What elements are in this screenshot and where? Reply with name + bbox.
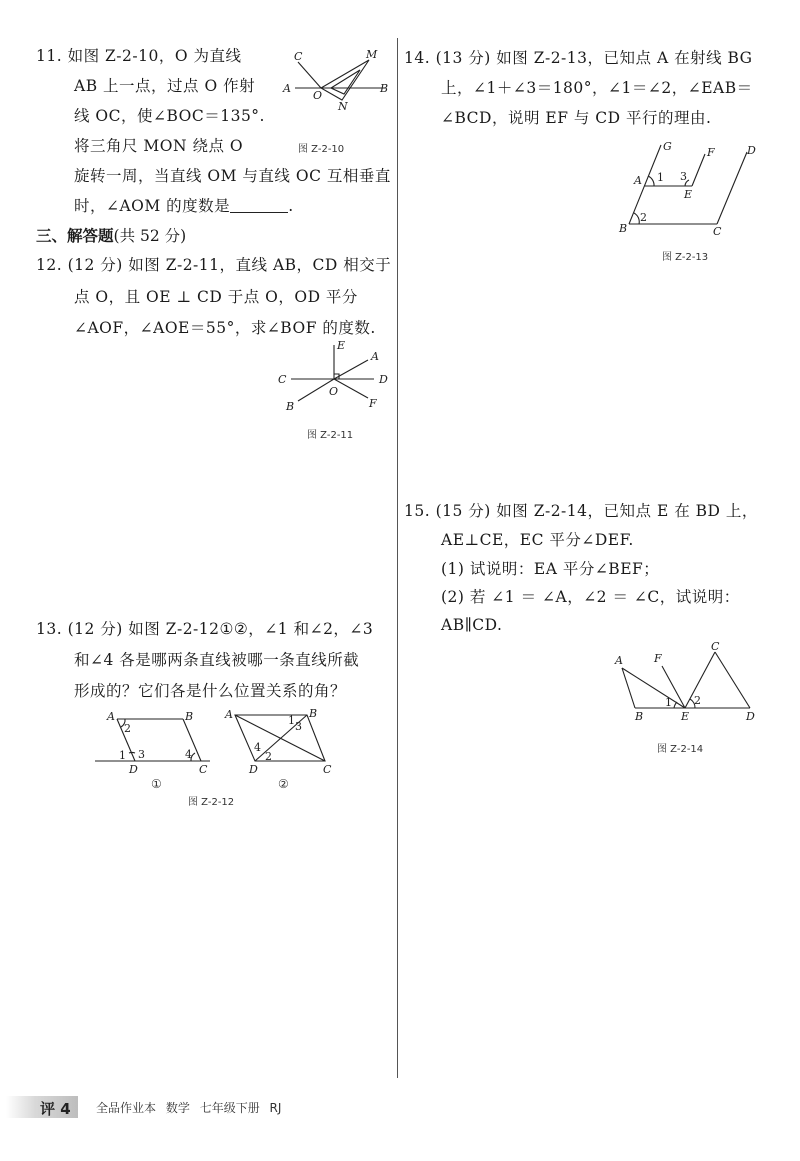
- figure-caption: 图 Z-2-14: [657, 744, 704, 755]
- label-b: B: [619, 222, 628, 235]
- q14-line3: ∠BCD，说明 EF 与 CD 平行的理由.: [441, 109, 712, 127]
- label-c: C: [711, 640, 720, 653]
- label-m: M: [366, 48, 378, 61]
- figure-caption: 图 Z-2-12: [188, 797, 235, 808]
- q15-line5: AB∥CD.: [441, 616, 503, 634]
- label-e: E: [681, 710, 690, 723]
- label-c: C: [278, 373, 287, 386]
- label-a: A: [634, 174, 642, 187]
- angle-2: 2: [640, 211, 647, 224]
- label-a: A: [283, 82, 291, 95]
- figure-caption: 图 Z-2-11: [307, 430, 354, 441]
- label-b: B: [185, 710, 194, 723]
- q11-line1: 11. 如图 Z-2-10，O 为直线: [36, 41, 242, 71]
- label-d: D: [746, 710, 755, 723]
- q11-number: 11.: [36, 47, 63, 65]
- angle-1: 1: [657, 171, 664, 184]
- book-subject: 数学: [165, 1101, 190, 1115]
- figure-sub-label-1: ①: [151, 777, 162, 791]
- label-g: G: [663, 140, 672, 153]
- angle-1: 1: [288, 714, 295, 727]
- section-heading: 三、解答题(共 52 分): [36, 227, 187, 245]
- q11-line6: 时，∠AOM 的度数是 .: [74, 191, 294, 221]
- label-c: C: [323, 763, 332, 776]
- page-footer: [0, 1093, 800, 1123]
- angle-3: 3: [138, 748, 145, 761]
- q12-line3: ∠AOF，∠AOE＝55°，求∠BOF 的度数.: [74, 319, 376, 337]
- label-a: A: [107, 710, 115, 723]
- angle-3: 3: [295, 720, 302, 733]
- book-edition: RJ: [269, 1101, 282, 1115]
- figure-z-2-12-part2: [225, 705, 345, 779]
- label-f: F: [369, 397, 377, 410]
- angle-3: 3: [680, 170, 687, 183]
- label-f: F: [654, 652, 662, 665]
- q12-line2: 点 O，且 OE ⊥ CD 于点 O，OD 平分: [74, 288, 358, 306]
- label-n: N: [338, 100, 348, 113]
- label-f: F: [707, 146, 715, 159]
- angle-1: 1: [665, 696, 672, 709]
- figure-z-2-11: [276, 340, 396, 419]
- label-d: D: [249, 763, 258, 776]
- q14-line2: 上，∠1＋∠3＝180°，∠1＝∠2，∠EAB＝: [441, 79, 753, 97]
- book-title: 全品作业本: [96, 1101, 157, 1115]
- q15-line4: (2) 若 ∠1 ＝ ∠A，∠2 ＝ ∠C，试说明：: [441, 588, 740, 606]
- q15-line1: 15. (15 分) 如图 Z-2-14，已知点 E 在 BD 上，: [404, 496, 758, 526]
- q15-line3: (1) 试说明：EA 平分∠BEF；: [441, 560, 660, 578]
- label-a: A: [615, 654, 623, 667]
- label-o: O: [313, 89, 323, 102]
- q12-line1: 12. (12 分) 如图 Z-2-11，直线 AB，CD 相交于: [36, 250, 391, 280]
- label-d: D: [379, 373, 388, 386]
- q12-number: 12.: [36, 256, 63, 274]
- q11-line2: AB 上一点，过点 O 作射: [74, 77, 256, 95]
- page-number-badge: 评 4: [6, 1096, 78, 1118]
- angle-2: 2: [124, 722, 131, 735]
- q11-line4: 将三角尺 MON 绕点 O: [74, 137, 244, 155]
- figure-z-2-14: [610, 640, 760, 729]
- q13-number: 13.: [36, 620, 63, 638]
- q15-number: 15.: [404, 502, 431, 520]
- angle-2: 2: [694, 694, 701, 707]
- label-c: C: [199, 763, 208, 776]
- label-b: B: [635, 710, 644, 723]
- q13-line2: 和∠4 各是哪两条直线被哪一条直线所截: [74, 651, 360, 669]
- label-d: D: [747, 144, 756, 157]
- answer-blank: [230, 194, 288, 213]
- label-c: C: [294, 50, 303, 63]
- label-e: E: [684, 188, 693, 201]
- q13-line3: 形成的？它们各是什么位置关系的角？: [74, 682, 347, 700]
- figure-z-2-13: [617, 140, 757, 239]
- label-a: A: [371, 350, 379, 363]
- angle-2: 2: [265, 750, 272, 763]
- q11-line3: 线 OC，使∠BOC＝135°.: [74, 107, 265, 125]
- label-d: D: [129, 763, 138, 776]
- figure-sub-label-2: ②: [278, 777, 289, 791]
- figure-z-2-12-part1: [95, 705, 220, 779]
- label-b: B: [309, 707, 318, 720]
- figure-z-2-10: [280, 48, 395, 112]
- q11-line5: 旋转一周，当直线 OM 与直线 OC 互相垂直: [74, 167, 391, 185]
- q15-line2: AE⊥CE，EC 平分∠DEF.: [441, 531, 634, 549]
- book-info: [96, 1099, 281, 1116]
- label-a: A: [225, 708, 233, 721]
- angle-4: 4: [254, 741, 261, 754]
- q14-line1: 14. (13 分) 如图 Z-2-13，已知点 A 在射线 BG: [404, 43, 753, 73]
- label-b: B: [286, 400, 295, 413]
- figure-caption: 图 Z-2-10: [298, 144, 345, 155]
- angle-1: 1: [119, 749, 126, 762]
- book-grade: 七年级下册: [199, 1101, 260, 1115]
- column-divider: [397, 38, 398, 1078]
- angle-4: 4: [185, 748, 192, 761]
- figure-caption: 图 Z-2-13: [662, 252, 709, 263]
- label-b: B: [380, 82, 389, 95]
- q14-number: 14.: [404, 49, 431, 67]
- q13-line1: 13. (12 分) 如图 Z-2-12①②，∠1 和∠2，∠3: [36, 614, 373, 644]
- label-o: O: [329, 385, 339, 398]
- label-e: E: [337, 339, 346, 352]
- label-c: C: [713, 225, 722, 238]
